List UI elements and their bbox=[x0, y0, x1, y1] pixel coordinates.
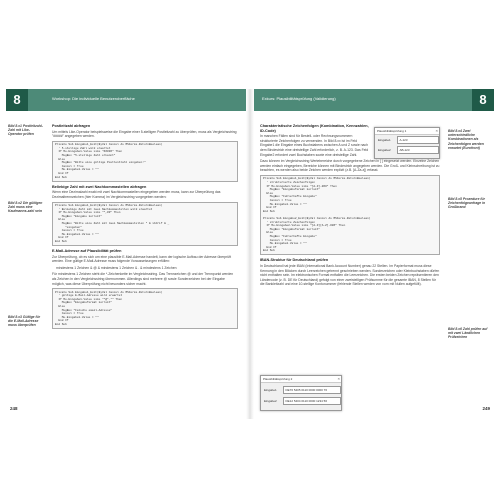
section-heading: IBAN-Struktur für Deutschland prüfen bbox=[260, 258, 329, 263]
margin-note: Bild 8.x3 Gültige für die E-Mail-Adresse muss überprüfen bbox=[8, 315, 41, 328]
code-listing: Private Sub Eingabe1_Exit(ByVal Cancel As MSForms.ReturnBoolean) ' Beliebige Zahl mit zwei Nachkommastellen wird erwartet If Me.Eingabe1.Value Like "*,##" Then MsgBox "Eingabe korrekt" Else MsgBox "Bitte eine Zahl mit zwei Nachkommastellen " & vbCrLf & _ "eingeben" Cancel = True Me.Eingabe1.Value = "" End If End Sub bbox=[52, 202, 238, 247]
section-heading: E-Mail-Adresse auf Plausibilität prüfen bbox=[52, 249, 122, 254]
code-listing: Private Sub Eingabe1_Exit(ByVal Cancel As MSForms.ReturnBoolean) ' gültige E-Mail-Adresse wird erwartet If Me.Eingabe1.Value Like "*@*.*" Then MsgBox "Eingabeformat korrekt" Else MsgBox "Falsche email-Adresse" Cancel = True Me.Eingabe1.Value = "" End If End Sub bbox=[52, 288, 238, 329]
eingabe1-field[interactable]: A-123 bbox=[397, 136, 439, 144]
eingabe1-field[interactable]: DE76 5405 0110 0000 0000 76 bbox=[283, 386, 341, 394]
chapter-number: 8 bbox=[472, 89, 494, 111]
close-icon[interactable]: ✕ bbox=[435, 128, 438, 133]
field-label: Eingabe2 bbox=[378, 148, 391, 152]
paragraph: Wenn eine Dezimalzahl exakt mit zwei Nachkommastellen eingegeben werden muss, kann zur Überprüfung das Dezimaltrennzeichen (hier Komma) im Vergleichsstring vorgegeben werden: bbox=[52, 190, 221, 199]
section-heading: Charakteristische Zeichenfolgen (Kombination, Kennzahlen, ID-Code) bbox=[260, 124, 369, 133]
page-number: 249 bbox=[482, 406, 490, 411]
chapter-number: 8 bbox=[6, 89, 28, 111]
paragraph: Zur Überprüfung, ob es sich um eine plausible E-Mail-Adresse handelt, kann der logische Aufbau der Adresse überprüft werden. Eine gültige E-Mail-Adresse muss folgende Voraussetzungen erfüllen: bbox=[52, 254, 232, 264]
margin-note: Bild 8.x4 Zwei unterschiedliche Kombinationen als Zeichenfolgen werden erwartet (Eurofront) bbox=[448, 129, 484, 150]
section-heading: Beliebige Zahl mit zwei Nachkommastellen abfragen bbox=[52, 184, 147, 189]
paragraph: Für mindestens 1 Zeichen steht die *-Zeichenkette im Vergleichsstring. Das Trennzeichen @ und der Trennpunkt werden als Zeichen in den Vergleichsstring übernommen. Allerdings sind mehrere @ sowie Sonderzeichen bei der Eingabe möglich, was diese Überprüfung nicht besonders sicher macht. bbox=[52, 272, 234, 286]
eingabe2-field[interactable]: DE12 5404 0110 0000 1234 56 bbox=[283, 397, 341, 405]
margin-note: Bild 8.x2 Die gültigen Zahl muss eine Kaufmanns-zahl sein bbox=[8, 201, 43, 214]
left-content bbox=[52, 124, 238, 332]
margin-note: Bild 8.x6 Zahl prüfen auf mit zwei Ländlichen Prüfzeichen bbox=[448, 327, 488, 340]
section-heading: Postleitzahl abfragen bbox=[52, 124, 91, 128]
margin-note: Bild 8.x1 Postleitzahl-Zahl mit Like-Operator prüfen bbox=[8, 124, 43, 137]
margin-note: Bild 8.x5 Prozedure für Zeichenfolgeanfrage in Großbrand bbox=[448, 197, 486, 210]
paragraph: Dazu können im Vergleichsstring Wertebereiche durch vorgegebene Zeichen in [ ] eingesetzt werden. Einzelne Zeichen werden einfach eingegeben, Bereiche können mit Bindestrich angegeben werden. Die Groß- und Kleinschreibung ist zu beachten, es werden also beide Zeichen werden explizit (z.B. [A-Za-z]) erfasst. bbox=[260, 159, 440, 173]
dialog-title: Plausibilitätsprüfung 1 bbox=[375, 128, 439, 135]
form-dialog bbox=[260, 375, 342, 411]
close-icon[interactable]: ✕ bbox=[337, 376, 340, 381]
book-spine bbox=[246, 89, 254, 419]
running-header: Workshop: Die individuelle Benutzeroberfläche bbox=[52, 96, 135, 101]
paragraph: mindestens 1 Zeichen & @ & mindestens 1 Zeichen & . & mindestens 1 Zeichen bbox=[56, 265, 177, 270]
field-label: Eingabe2 bbox=[264, 399, 277, 403]
left-page bbox=[6, 89, 246, 419]
field-label: Eingabe1 bbox=[378, 138, 391, 142]
dialog-title: Plausibilitätsprüfung 2 bbox=[261, 376, 341, 383]
page-number: 248 bbox=[10, 406, 18, 411]
field-label: Eingabe1 bbox=[264, 388, 277, 392]
right-page bbox=[254, 89, 494, 419]
paragraph: Um mittels Like-Operator beispielsweise die Eingabe einer 5-stelligen Postleitzahl zu überprüfen, muss als Vergleichsstring "#####" angegeben werden. bbox=[52, 129, 237, 139]
eingabe2-field[interactable]: AB-123 bbox=[397, 146, 439, 154]
code-listing: Private Sub Eingabe1_Exit(ByVal Cancel As MSForms.ReturnBoolean) ' strukturierte Zeichenfolgen If Me.Eingabe1.Value Like "[A-Z]-###" Then MsgBox "Eingabeformat korrekt" Else MsgBox "Fehlerhafte Eingabe" Cancel = True Me.Eingabe1.Value = "" End If End Sub Private Sub Eingabe2_Exit(ByVal Cancel As MSForms.ReturnBoolean) ' strukturierte Zeichenfolgen If Me.Eingabe2.Value Like "[A-Z][A-Z]-###" Then MsgBox "Eingabeformat korrekt" Else MsgBox "Fehlerhafte Eingabe" Cancel = True Me.Eingabe2.Value = "" End If End Sub bbox=[260, 175, 440, 255]
code-listing: Private Sub Eingabe1_Exit(ByVal Cancel As MSForms.ReturnBoolean) ' 5-stellige Zahl wird erwartet If Me.Eingabe1.Value Like "#####" Then MsgBox "5-stellige Zahl erkannt" Else MsgBox "Bitte eine gültige Postleitzahl eingeben!" Cancel = True Me.Eingabe1.Value = "" End If End Sub bbox=[52, 141, 238, 182]
running-header: Exkurs: Plausibilitätsprüfung (Validierung) bbox=[262, 96, 336, 101]
form-dialog bbox=[374, 127, 440, 159]
paragraph: In manchen Fällen sind für Bestell- oder Rechnungsnummern strukturierte Zeichenfolgen zu verwenden. In Bild 8.xx ist im Feld Eingabe1 die Eingabe eines Buchstabens zwischen A und Z sowie nach dem Bindestrich eine dreistellige Zahl erforderlich, z. B. A-123. Das Feld Eingabe2 erfordert zwei Buchstaben sowie eine dreistellige Zahl. bbox=[260, 134, 369, 157]
paragraph: In Deutschland hat jede IBAN (International Bank Account Number) genau 22 Stellen. Im Papierformat muss diese Kennung in den Blöcken durch Leerzeichen getrennt geschrieben werden. Sonderzeichen oder Kleinbuchstaben dürfen nicht enthalten sein. Im elektronischen Format entfallen die Leerzeichen. Die ersten beiden Zeichen repräsentieren den Ländercode (z. B. DE für Deutschland) gefolgt von einer zweistelligen Prüfsumme für die gesamte IBAN, 8 Stellen für die Bankleitzahl und eine 10-stellige Kontonummer (fehlende Stellen werden von vorn mit Nullen aufgefüllt). bbox=[260, 264, 440, 287]
